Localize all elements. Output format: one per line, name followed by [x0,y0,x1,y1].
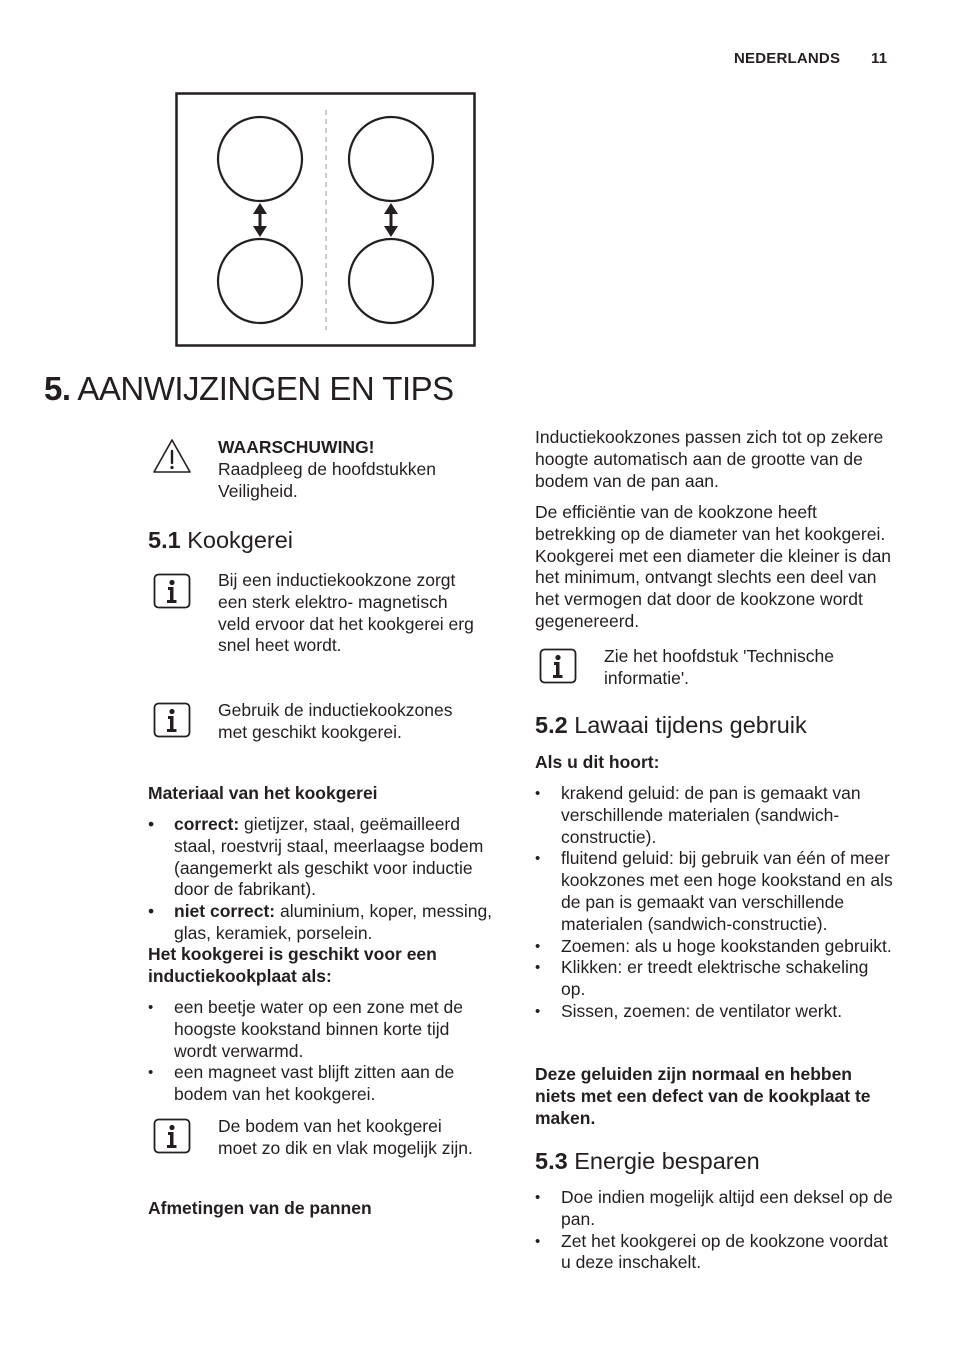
section-5-1-number: 5.1 [148,527,181,553]
page-number: 11 [871,50,888,67]
info-icon [153,702,191,738]
paragraph-auto-adjust: Inductiekookzones passen zich tot op zekere hoogte automatisch aan de grootte van de bodem van de pan aan. [535,427,884,491]
noise-list [535,783,897,1023]
list-item: • fluitend geluid: bij gebruik van één of meer kookzones met een hoge kookstand en als de pan is gemaakt van verschillende materialen (sandwich-constructie). [535,848,897,935]
paragraph-efficiency: De efficiëntie van de kookzone heeft betrekking op de diameter van het kookgerei. Kookgerei met een diameter die kleiner is dan het minimum, ontvangt slechts een deel van het vermogen dat door de kookzone wordt gegenereerd. [535,502,892,631]
section-5-2-title: Lawaai tijdens gebruik [574,712,807,738]
list-item [148,814,493,901]
section-5-3-number: 5.3 [535,1148,568,1174]
section-5-1-heading [148,526,293,554]
material-correct-text: gietijzer, staal, geëmailleerd staal, roestvrij staal, meerlaagse bodem (aangemerkt als geschikt voor inductie door de fabrikant). [174,814,484,900]
list-item: • krakend geluid: de pan is gemaakt van verschillende materialen (sandwich- constructie). [535,783,897,848]
energy-list [535,1187,897,1274]
warning-text: Raadpleeg de hoofdstukken Veiligheid. [218,458,436,501]
info-text-induction-field: Bij een inductiekookzone zorgt een sterk elektro- magnetisch veld ervoor dat het kookgerei erg snel heet wordt. [218,570,474,656]
suitable-heading: Het kookgerei is geschikt voor een inductiekookplaat als: [148,944,437,986]
cooking-zone-bottom-right [349,239,433,323]
cooktop-zones-diagram [175,92,477,348]
section-5-3-title: Energie besparen [574,1148,760,1174]
cooking-zone-top-left [218,117,302,201]
list-item: • een beetje water op een zone met de hoogste kookstand binnen korte tijd wordt verwarmd. [148,997,493,1062]
section-5-2-heading [535,711,807,739]
material-correct-label: correct: [174,814,240,834]
chapter-title-text: AANWIJZINGEN EN TIPS [77,370,454,407]
bridge-arrow-right-icon [384,203,398,237]
bridge-arrow-left-icon [253,203,267,237]
info-text-pan-bottom: De bodem van het kookgerei moet zo dik en vlak mogelijk zijn. [218,1116,473,1158]
list-item: • Doe indien mogelijk altijd een deksel op de pan. [535,1187,897,1231]
cooking-zone-top-right [349,117,433,201]
warning-triangle-icon [152,438,192,474]
list-item: • Klikken: er treedt elektrische schakeling op. [535,957,897,1001]
suitable-list [148,997,493,1106]
chapter-number: 5. [44,370,71,407]
chapter-title [44,370,454,408]
list-item: • Zet het kookgerei op de kookzone voordat u deze inschakelt. [535,1231,897,1275]
info-icon [539,648,577,684]
info-text-technical: Zie het hoofdstuk 'Technische informatie'. [604,646,835,688]
material-list [148,814,493,945]
cooking-zone-bottom-left [218,239,302,323]
section-5-1-title: Kookgerei [187,527,294,553]
noise-note: Deze geluiden zijn normaal en hebben niets met een defect van de kookplaat te maken. [535,1064,871,1128]
list-item: • Sissen, zoemen: de ventilator werkt. [535,1001,897,1023]
list-item: • Zoemen: als u hoge kookstanden gebruikt. [535,936,897,958]
material-incorrect-text: aluminium, koper, messing, glas, keramiek, porselein. [174,901,493,943]
list-item: • een magneet vast blijft zitten aan de bodem van het kookgerei. [148,1062,493,1106]
info-icon [153,1118,191,1154]
section-5-3-heading [535,1147,760,1175]
noise-subheading: Als u dit hoort: [535,752,660,772]
section-5-2-number: 5.2 [535,712,568,738]
dimensions-heading: Afmetingen van de pannen [148,1198,372,1218]
info-text-suitable-cookware: Gebruik de inductiekookzones met geschikt kookgerei. [218,700,453,742]
list-item [148,901,493,945]
material-incorrect-label: niet correct: [174,901,276,922]
warning-block [218,437,478,502]
info-icon [153,573,191,609]
material-heading: Materiaal van het kookgerei [148,783,378,803]
header-language: NEDERLANDS [734,50,841,67]
warning-label: WAARSCHUWING! [218,437,375,457]
